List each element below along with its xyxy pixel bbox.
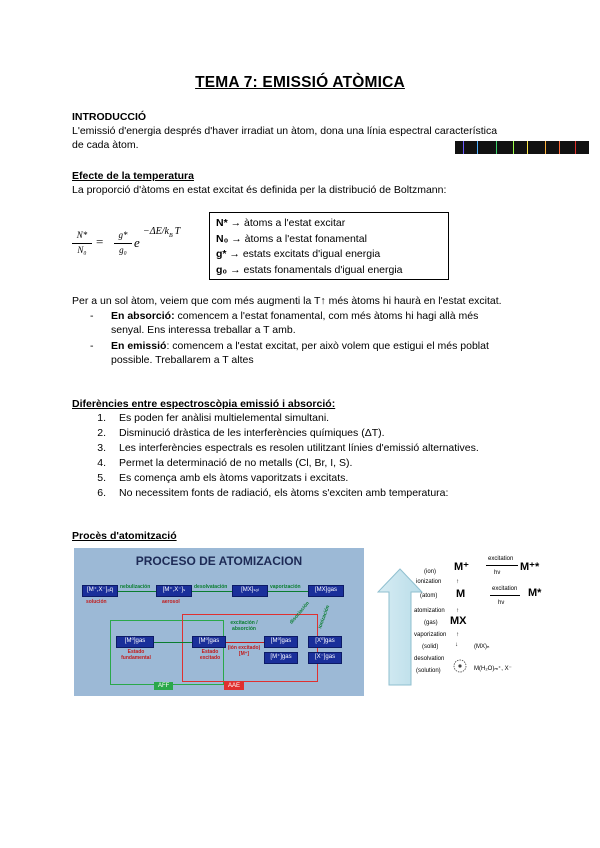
formula-exponent-sub: B xyxy=(168,233,173,239)
scheme-M: M xyxy=(456,588,466,600)
arrow-neb xyxy=(118,591,156,592)
scheme-excitation-top: excitation xyxy=(488,556,514,562)
formula-numerator-left: N* xyxy=(76,230,88,240)
emission-spectrum-image xyxy=(455,141,589,154)
formula-exponent-main: −ΔE/k xyxy=(143,226,169,237)
item-number: 5. xyxy=(97,472,106,484)
bullet-rest-2: senyal. Ens interessa treballar a T amb. xyxy=(111,324,296,336)
intro-line-2: de cada àtom. xyxy=(72,139,139,151)
bullet-text xyxy=(111,309,531,337)
bullet-dash: - xyxy=(90,340,94,352)
temp-paragraph: Per a un sol àtom, veiem que com més augmenti la T↑ més àtoms hi haurà en l'estat excitat. xyxy=(72,295,502,307)
tag-aae: AAE xyxy=(224,682,244,690)
scheme-ionization: ionization xyxy=(416,579,442,585)
scheme-arrow-atom: ↑ xyxy=(456,608,459,614)
formula-exponent xyxy=(143,226,180,239)
box-gas: [MX]gas xyxy=(308,585,344,597)
proc-heading: Procès d'atomització xyxy=(72,530,177,542)
diagram-title: PROCESO DE ATOMIZACION xyxy=(135,554,303,568)
red-ion-excited: (ión excitado) [M⁺] xyxy=(227,645,261,657)
atomization-process-diagram xyxy=(74,548,364,696)
scheme-arrow-mid xyxy=(490,595,520,596)
label-excitation-absorption: excitación / absorción xyxy=(230,620,258,632)
temp-heading: Efecte de la temperatura xyxy=(72,170,194,182)
scheme-arrow-top xyxy=(486,565,518,566)
intro-line-1: L'emissió d'energia després d'haver irradiat un àtom, dona una línia espectral característica xyxy=(72,125,498,137)
formula-numerator-right: g* xyxy=(118,230,128,240)
scheme-M-solv: M(H₂O)ₘ⁺, X⁻ xyxy=(474,666,512,672)
atomization-energy-scheme xyxy=(412,552,592,692)
label-dissociation: disociación xyxy=(288,600,311,626)
item-number: 2. xyxy=(97,427,106,439)
bullet-rest-2: possible. Treballarem a T altes xyxy=(111,354,254,366)
item-number: 1. xyxy=(97,412,106,424)
bullet-text xyxy=(111,339,531,367)
red-ground-state: Estado fundamental xyxy=(121,649,151,661)
red-solution: solución xyxy=(86,599,107,605)
bullet-rest-1: comencem a l'estat fonamental, com més àtoms hi hagi allà més xyxy=(174,310,479,322)
scheme-hv-top: hν xyxy=(494,570,501,576)
label-vaporization: vaporización xyxy=(270,584,301,590)
box-m-plus-gas: [M⁺]gas xyxy=(264,652,298,664)
scheme-solution: (solution) xyxy=(416,668,441,674)
definition-text: → àtoms a l'estat fonamental xyxy=(228,232,367,245)
box-solid: [MX]ₛₒₗ xyxy=(232,585,268,597)
formula-exponent-tail: T xyxy=(174,226,181,237)
definition-row xyxy=(216,263,442,279)
tag-aff: AFF xyxy=(154,682,173,690)
scheme-atomization: atomization xyxy=(414,608,445,614)
scheme-ion: (ion) xyxy=(424,569,437,575)
diff-heading: Diferències entre espectroscòpia emissió i absorció: xyxy=(72,398,336,410)
boltzmann-definitions-box xyxy=(209,212,449,280)
formula-equals: = xyxy=(96,234,104,249)
item-number: 4. xyxy=(97,457,106,469)
item-number: 3. xyxy=(97,442,106,454)
bullet-emission xyxy=(90,339,550,369)
intro-heading: INTRODUCCIÓ xyxy=(72,111,147,123)
scheme-arrow-vap: ↑ xyxy=(456,632,459,638)
scheme-arrow-ion: ↑ xyxy=(456,579,459,585)
label-nebulization: nebulización xyxy=(120,584,151,590)
red-excited-state: Estado excitado xyxy=(199,649,221,661)
scheme-desolvation: desolvation xyxy=(414,656,445,662)
fraction-bar-left xyxy=(72,243,92,244)
scheme-gas: (gas) xyxy=(424,620,438,626)
fraction-bar-right xyxy=(114,243,132,244)
item-text: Permet la determinació de no metalls (Cl, Br, I, S). xyxy=(119,457,353,469)
definition-row xyxy=(216,216,442,232)
formula-denominator-right: g₀ xyxy=(119,245,127,255)
bullet-bold: En absorció: xyxy=(111,310,175,322)
definition-symbol: N* xyxy=(216,217,228,229)
definition-symbol: g₀ xyxy=(216,263,228,276)
scheme-M-plus-star: M⁺* xyxy=(520,561,540,573)
scheme-arrow-solid: ↓ xyxy=(455,642,458,648)
scheme-MX: MX xyxy=(450,615,467,627)
item-number: 6. xyxy=(97,487,106,499)
arrow-desolv xyxy=(192,591,232,592)
page-title: TEMA 7: EMISSIÓ ATÒMICA xyxy=(195,74,405,91)
red-aerosol: aerosol xyxy=(162,599,180,605)
label-desolvation: desolvatación xyxy=(194,584,228,590)
box-m0-gas: [M⁰]gas xyxy=(264,636,298,648)
definition-symbol: g* xyxy=(216,248,227,260)
formula-denominator-left: N₀ xyxy=(77,245,87,255)
box-x-minus-gas: [X⁻]gas xyxy=(308,652,342,664)
bullet-absorption xyxy=(90,309,550,339)
scheme-atom: (atom) xyxy=(420,593,438,599)
arrow-back xyxy=(226,642,264,643)
box-ground-state: [M⁰]gas xyxy=(116,636,154,648)
item-text: Es comença amb els àtoms vaporitzats i excitats. xyxy=(119,472,349,484)
scheme-M-plus: M⁺ xyxy=(454,561,469,573)
label-ionization: ionización xyxy=(317,604,332,630)
arrow-vap xyxy=(268,591,308,592)
scheme-excitation-mid: excitation xyxy=(492,586,518,592)
scheme-hv-mid: hν xyxy=(498,600,505,606)
arrow-excitation xyxy=(154,642,192,643)
item-text: Les interferències espectrals es resolen utilitzant línies d'emissió alternatives. xyxy=(119,442,479,454)
definition-row xyxy=(216,232,442,248)
item-text: Es poden fer anàlisi multielemental simultani. xyxy=(119,412,330,424)
scheme-vaporization: vaporization xyxy=(414,632,447,638)
definition-text: → àtoms a l'estat excitar xyxy=(227,217,346,229)
solvated-ion-icon xyxy=(452,658,468,674)
boltzmann-formula xyxy=(72,226,202,266)
box-solution: [M⁺,X⁻]ₐq xyxy=(82,585,118,597)
definition-text: → estats fonamentals d'igual energia xyxy=(227,263,403,276)
definition-row xyxy=(216,247,442,263)
bullet-bold: En emissió xyxy=(111,340,167,352)
box-aerosol: [M⁺,X⁻]ₛ xyxy=(156,585,192,597)
box-x0-gas: [X⁰]gas xyxy=(308,636,342,648)
bullet-rest-1: : comencem a l'estat excitat, per això volem que estigui el més poblat xyxy=(166,340,489,352)
scheme-solid: (solid) xyxy=(422,644,439,650)
box-excited-state: [M⁰]gas xyxy=(192,636,226,648)
definition-symbol: N₀ xyxy=(216,232,229,245)
scheme-MXn: (MX)ₙ xyxy=(474,644,490,650)
item-text: Disminució dràstica de les interferències químiques (ΔT). xyxy=(119,427,385,439)
bullet-dash: - xyxy=(90,310,94,322)
item-text: No necessitem fonts de radiació, els àtoms s'exciten amb temperatura: xyxy=(119,487,449,499)
definition-text: → estats excitats d'igual energia xyxy=(226,248,381,260)
scheme-M-star: M* xyxy=(528,587,542,599)
formula-exp-base: e xyxy=(134,235,140,250)
temp-line: La proporció d'àtoms en estat excitat és definida per la distribució de Boltzmann: xyxy=(72,184,447,196)
